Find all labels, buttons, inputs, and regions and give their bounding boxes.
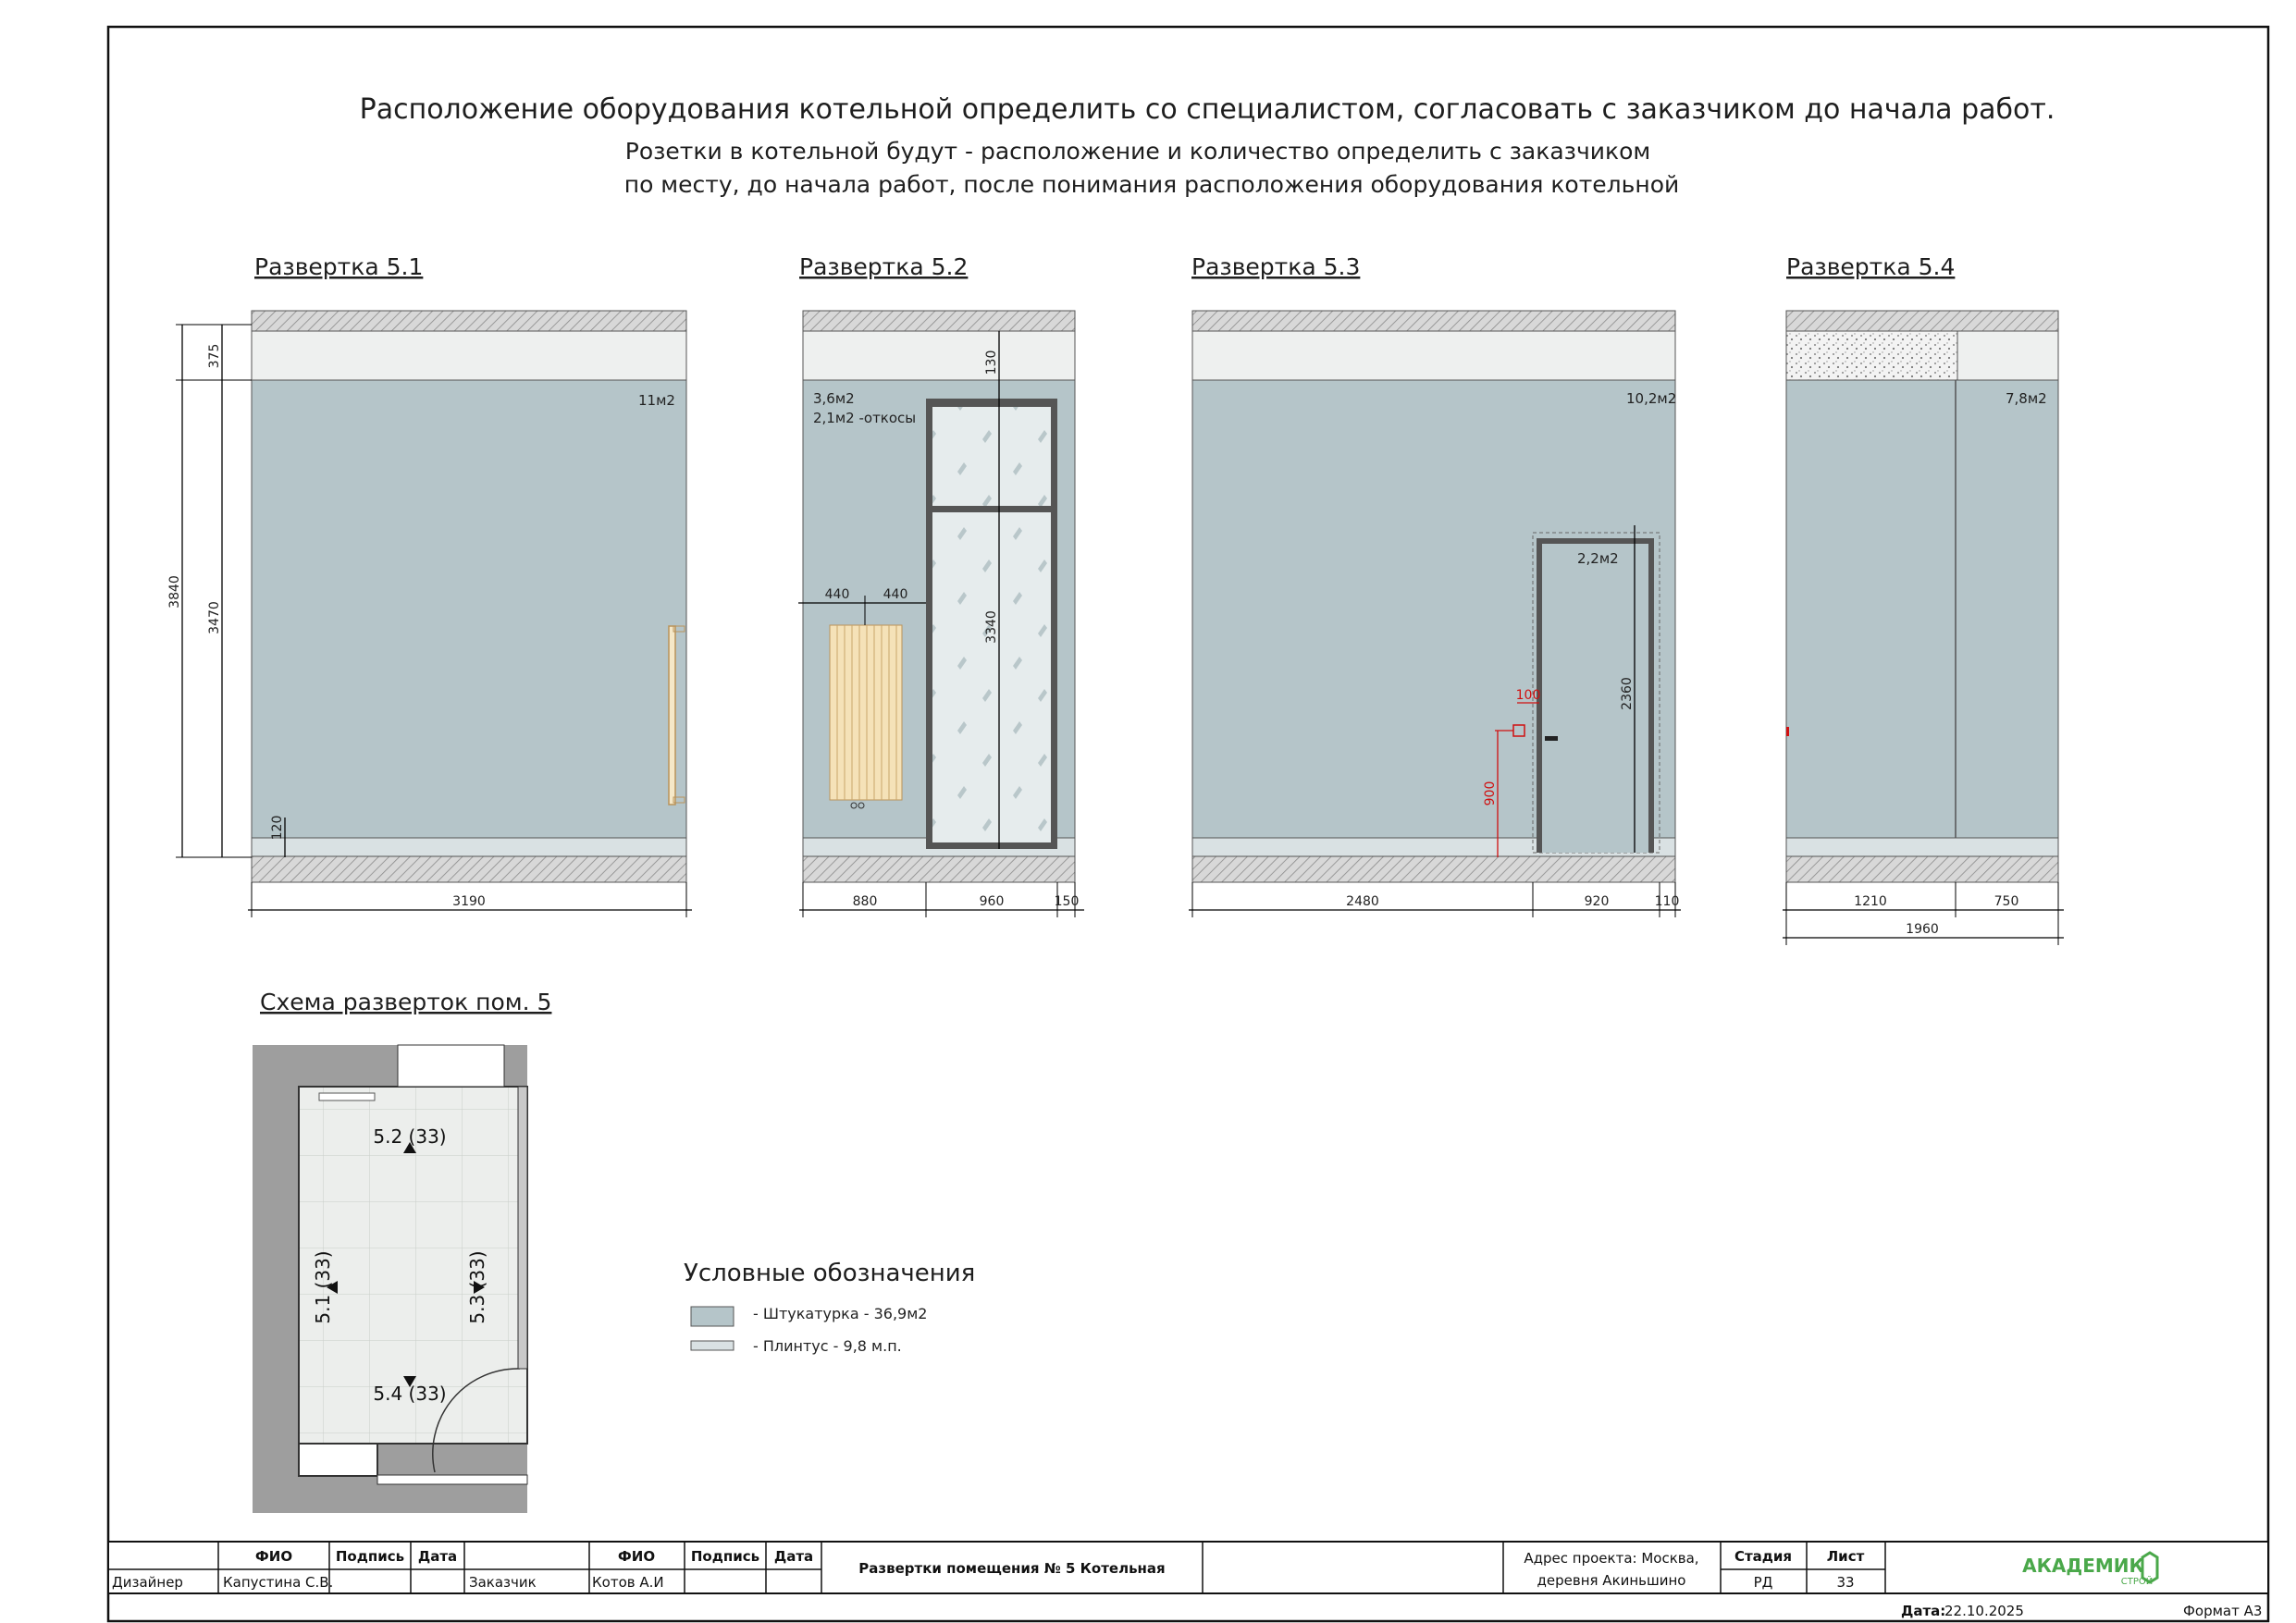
- area-label: 3,6м2: [813, 390, 855, 407]
- name-designer: Капустина С.В.: [223, 1574, 334, 1591]
- floor-slab: [1192, 856, 1675, 882]
- dim-height-total: 3840: [167, 575, 182, 609]
- dim-w1: 1210: [1854, 894, 1887, 909]
- plaster-wall: [1786, 380, 2058, 838]
- hdr-date-2: Дата: [773, 1548, 814, 1565]
- hdr-sign: Подпись: [335, 1548, 405, 1565]
- dim-440-left: 440: [824, 587, 850, 602]
- dim-total: 1960: [1906, 922, 1939, 937]
- ceiling-slab: [252, 311, 686, 331]
- hdr-fio: ФИО: [254, 1548, 293, 1565]
- legend-label-plaster: - Штукатурка - 36,9м2: [753, 1305, 928, 1322]
- scheme-radiator: [319, 1093, 375, 1100]
- scheme-label-5-4: 5.4 (33): [373, 1383, 447, 1405]
- elevation-5-4: [1783, 253, 2064, 945]
- legend-swatch-plaster: [691, 1307, 734, 1326]
- dim-height-wall: 3470: [207, 601, 222, 634]
- legend-swatch-plinth: [691, 1341, 734, 1350]
- ceiling-slab: [1192, 311, 1675, 331]
- elevation-scheme: [253, 989, 551, 1513]
- dim-width: 3190: [452, 894, 486, 909]
- area-extra-label: 2,1м2 -откосы: [813, 410, 917, 426]
- plinth: [1786, 838, 2058, 856]
- logo-text: АКАДЕМИК: [2022, 1555, 2144, 1577]
- format-label: Формат А3: [2183, 1603, 2263, 1619]
- date-label: Дата:: [1901, 1603, 1946, 1619]
- scheme-window: [398, 1045, 504, 1087]
- legend-label-plinth: - Плинтус - 9,8 м.п.: [753, 1337, 902, 1355]
- floor-slab: [252, 856, 686, 882]
- cornice-zone: [252, 331, 686, 380]
- note-line-3: по месту, до начала работ, после понимания расположения оборудования котельной: [623, 171, 1680, 198]
- floor-slab: [1786, 856, 2058, 882]
- project-address-line2: деревня Акиньшино: [1537, 1572, 1686, 1589]
- name-customer: Котов А.И: [592, 1574, 664, 1591]
- plinth: [252, 838, 686, 856]
- scheme-label-5-2: 5.2 (33): [373, 1125, 447, 1148]
- radiator: [830, 625, 902, 808]
- dim-w2: 920: [1584, 894, 1610, 909]
- note-line-2: Розетки в котельной будут - расположение и количество определить с заказчиком: [624, 138, 1651, 165]
- hdr-fio-2: ФИО: [617, 1548, 656, 1565]
- dim-w3: 150: [1054, 894, 1080, 909]
- ceiling-slab: [1786, 311, 2058, 331]
- dim-w1: 2480: [1346, 894, 1379, 909]
- dim-plinth: 120: [270, 815, 285, 841]
- dim-window-top: 130: [984, 350, 999, 375]
- cornice-zone: [1192, 331, 1675, 380]
- hdr-sheet: Лист: [1826, 1548, 1865, 1565]
- elevation-5-3: [1189, 253, 1681, 917]
- scheme-partition: [518, 1087, 527, 1369]
- role-customer: Заказчик: [469, 1574, 537, 1591]
- cornice-insulation: [1786, 331, 1957, 380]
- plaster-wall: [252, 380, 686, 838]
- dim-440-right: 440: [883, 587, 908, 602]
- socket-mark: [1786, 727, 1789, 736]
- window-glass-bottom: [932, 512, 1051, 842]
- elevation-title: Развертка 5.2: [799, 253, 969, 280]
- dim-w2: 750: [1994, 894, 2019, 909]
- logo-subtext: СТРОЙ: [2120, 1577, 2154, 1587]
- legend: [684, 1260, 975, 1355]
- dim-w3: 110: [1654, 894, 1680, 909]
- hdr-date: Дата: [417, 1548, 458, 1565]
- scheme-title: Схема разверток пом. 5: [260, 989, 552, 1015]
- project-address-line1: Адрес проекта: Москва,: [1524, 1550, 1699, 1567]
- stage-value: РД: [1753, 1574, 1773, 1591]
- elevation-5-2: [798, 253, 1084, 917]
- dim-cornice: 375: [207, 343, 222, 369]
- scheme-cabinet: [299, 1444, 377, 1476]
- scheme-label-5-3: 5.3 (33): [466, 1250, 488, 1324]
- area-label: 7,8м2: [2006, 390, 2047, 407]
- dim-w2: 960: [979, 894, 1005, 909]
- dim-door-height: 2360: [1620, 677, 1635, 710]
- hdr-sign-2: Подпись: [690, 1548, 760, 1565]
- ceiling-slab: [803, 311, 1075, 331]
- scheme-threshold: [377, 1475, 527, 1484]
- area-label: 11м2: [638, 392, 675, 409]
- window-glass-top: [932, 407, 1051, 506]
- date-value: 22.10.2025: [1944, 1603, 2024, 1619]
- legend-title: Условные обозначения: [684, 1260, 976, 1287]
- floor-slab: [803, 856, 1075, 882]
- dim-w1: 880: [852, 894, 878, 909]
- dim-window-height: 3340: [984, 610, 999, 644]
- pipe: [669, 626, 675, 805]
- dim-socket-height: 900: [1483, 781, 1498, 806]
- door-handle: [1545, 736, 1558, 741]
- sheet-number: 33: [1836, 1574, 1855, 1591]
- dim-socket-offset: 100: [1515, 688, 1541, 703]
- scheme-label-5-1: 5.1 (33): [312, 1250, 334, 1324]
- sheet-title: Развертки помещения № 5 Котельная: [858, 1560, 1166, 1577]
- area-label: 10,2м2: [1626, 390, 1677, 407]
- title-block: [108, 1542, 2268, 1619]
- door-area-label: 2,2м2: [1577, 550, 1619, 567]
- note-line-1: Расположение оборудования котельной определить со специалистом, согласовать с заказчиком до начала работ.: [359, 93, 2055, 126]
- cornice-zone: [1957, 331, 2058, 380]
- cornice-zone: [803, 331, 1075, 380]
- elevation-title: Развертка 5.1: [254, 253, 424, 280]
- elevation-title: Развертка 5.4: [1786, 253, 1956, 280]
- elevation-5-1: [167, 253, 692, 917]
- hdr-stage: Стадия: [1734, 1548, 1793, 1565]
- elevation-title: Развертка 5.3: [1191, 253, 1361, 280]
- role-designer: Дизайнер: [112, 1574, 183, 1591]
